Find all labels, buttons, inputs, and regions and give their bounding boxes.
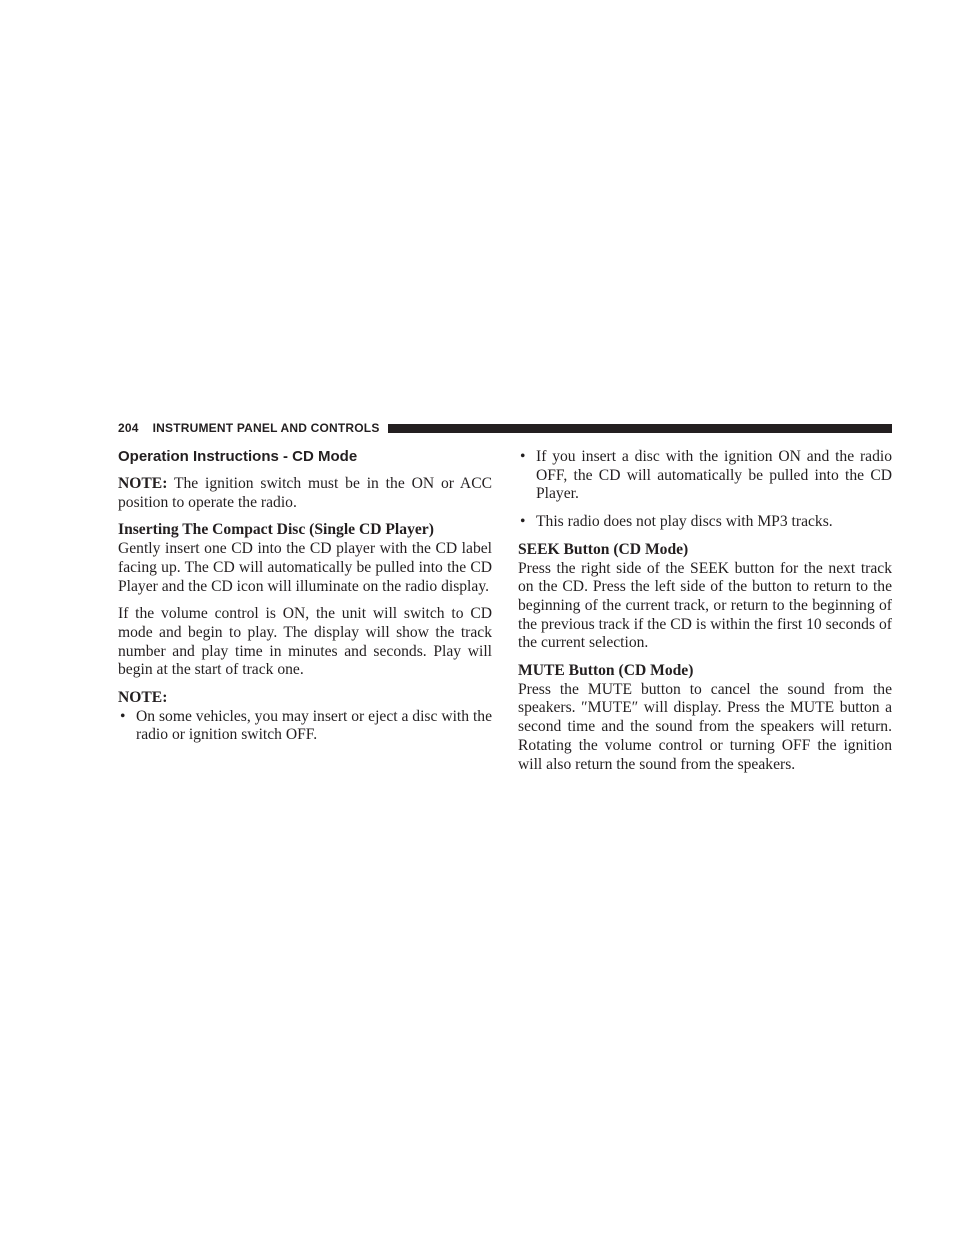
- header-rule: [388, 424, 892, 433]
- bullet-text: If you insert a disc with the ignition ON and the radio OFF, the CD will automatically be pulled into the CD Player.: [536, 448, 892, 503]
- note-text: The ignition switch must be in the ON or ACC position to operate the radio.: [118, 475, 492, 511]
- seek-button-heading: SEEK Button (CD Mode): [518, 540, 689, 558]
- section-title: INSTRUMENT PANEL AND CONTROLS: [152, 421, 380, 435]
- seek-button-paragraph: Press the right side of the SEEK button for the next track on the CD. Press the left side of the button to return to the beginning of the current track, or return to the beginning of the previous track if the CD is within the first 10 seconds of the current selection.: [518, 559, 892, 652]
- page-header: [118, 420, 892, 436]
- bullet-icon: •: [120, 707, 126, 725]
- disc-bullet-list: [518, 448, 892, 532]
- volume-control-paragraph: If the volume control is ON, the unit will switch to CD mode and begin to play. The display will show the track number and play time in minutes and seconds. Play will begin at the start of track one.: [118, 605, 492, 679]
- mute-button-heading: MUTE Button (CD Mode): [518, 662, 694, 680]
- note-bullet-list: [118, 708, 492, 745]
- list-item: [118, 708, 492, 745]
- list-item: [518, 513, 892, 532]
- bullet-text: This radio does not play discs with MP3 tracks.: [536, 513, 833, 531]
- inserting-disc-heading: Inserting The Compact Disc (Single CD Player): [118, 521, 434, 539]
- inserting-disc-paragraph: Gently insert one CD into the CD player with the CD label facing up. The CD will automatically be pulled into the CD Player and the CD icon will illuminate on the radio display.: [118, 540, 492, 595]
- note-heading: NOTE:: [118, 689, 168, 707]
- bullet-text: On some vehicles, you may insert or eject a disc with the radio or ignition switch OFF.: [136, 707, 492, 744]
- left-column: [118, 448, 492, 754]
- page-number: 204: [118, 421, 139, 435]
- note-label: NOTE:: [118, 475, 168, 492]
- note-ignition: [118, 475, 492, 512]
- bullet-icon: •: [520, 513, 526, 531]
- list-item: [518, 448, 892, 504]
- bullet-icon: •: [520, 448, 526, 465]
- mute-button-paragraph: Press the MUTE button to cancel the sound from the speakers. ″MUTE″ will display. Press the MUTE button a second time and the sound from the speakers will return. Rotating the volume control or turning OFF the ignition will also return the sound from the speakers.: [518, 680, 892, 773]
- section-heading: Operation Instructions - CD Mode: [118, 448, 358, 465]
- right-column: [518, 448, 892, 783]
